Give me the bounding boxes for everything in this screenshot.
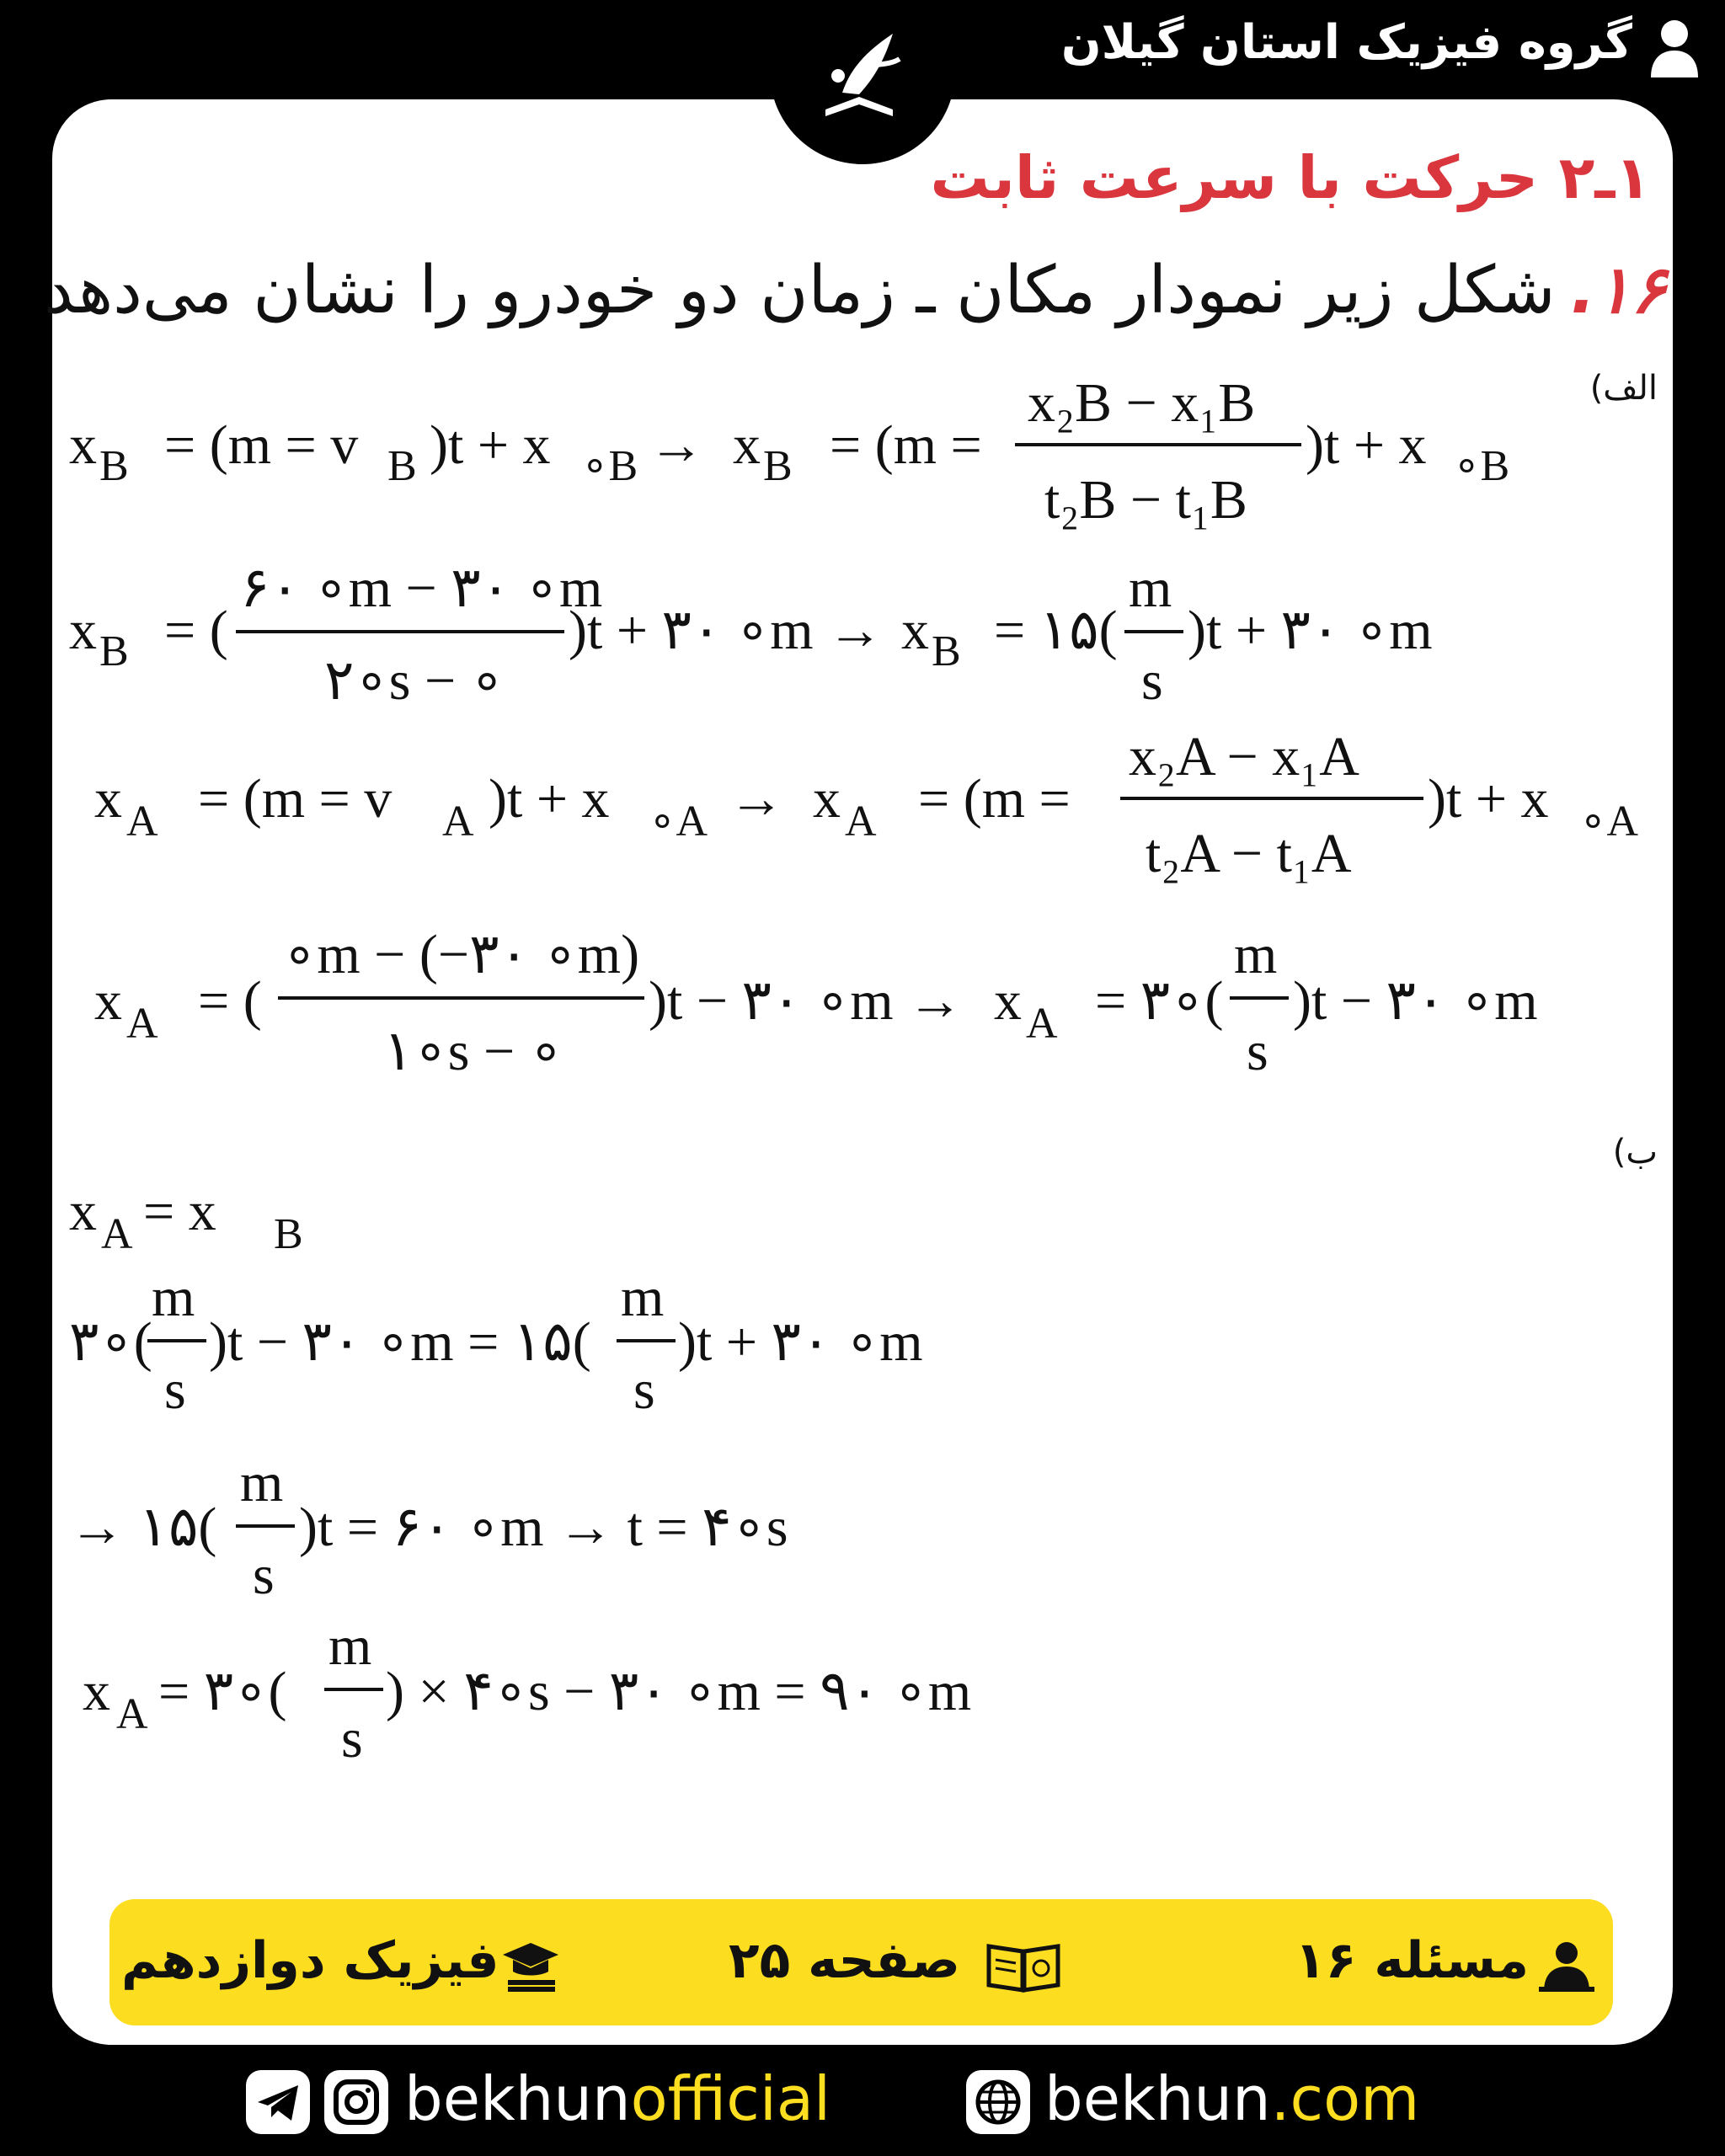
frac-num: x₂B − x₁B — [1028, 372, 1256, 434]
eq-text: = (m = v — [198, 768, 393, 830]
website-link[interactable] — [1044, 2063, 1419, 2139]
frac-den: s — [341, 1708, 363, 1769]
part-a-label: الف) — [1589, 369, 1658, 408]
eq-text: = (m = — [918, 768, 1071, 830]
eq-sub: ∘B — [1453, 442, 1510, 490]
problem-statement — [44, 253, 1666, 328]
site-prefix: bekhun — [1044, 2063, 1271, 2134]
handle-prefix: bekhun — [404, 2063, 631, 2134]
eq-text: = (m = v — [164, 414, 359, 476]
frac-den: ۲∘s − ∘ — [324, 650, 505, 712]
eq-sub: A — [845, 798, 877, 846]
eq-sub: ∘A — [1579, 798, 1639, 846]
eq-sub: ∘A — [649, 798, 708, 846]
eq-sub: B — [763, 442, 793, 490]
book-label: فیزیک دوازدهم — [121, 1931, 499, 1990]
eq-text: x — [69, 600, 97, 661]
eq-text: )t − ۳۰ ∘m → — [649, 970, 964, 1032]
frac-den: s — [253, 1545, 275, 1606]
eq-text: x — [94, 970, 122, 1032]
section-title: ۱ـ۲ حرکت با سرعت ثابت — [930, 143, 1651, 212]
problem-number: ۱۶. — [1570, 253, 1666, 328]
frac-num: m — [621, 1267, 665, 1328]
equation-b3 — [69, 1452, 788, 1606]
frac-den: ۱∘s − ∘ — [383, 1021, 563, 1082]
page-label: صفحه ۲۵ — [729, 1931, 960, 1990]
eq-text: )t + x — [1428, 768, 1549, 830]
part-a-equations — [0, 371, 1725, 1095]
eq-text: ) × ۴∘s − ۳۰ ∘m = ۹۰ ∘m — [386, 1661, 972, 1722]
frac-den: s — [1141, 650, 1163, 712]
eq-text: x — [94, 768, 122, 830]
eq-sub: A — [1026, 1000, 1058, 1048]
frac-den: s — [1247, 1021, 1268, 1082]
frac-den: t₂A − t₁A — [1146, 823, 1352, 884]
eq-text: ۳∘( — [69, 1311, 152, 1373]
eq-text: )t + ۳۰ ∘m — [1188, 600, 1433, 661]
frac-num: x₂A − x₁A — [1129, 726, 1359, 787]
bekhun-logo-icon — [809, 17, 918, 143]
user-icon — [1648, 19, 1701, 79]
group-title: گروه فیزیک استان گیلان — [1060, 15, 1632, 70]
frac-den: s — [633, 1359, 655, 1421]
eq-text: → ۱۵( — [69, 1497, 217, 1558]
eq-sub: B — [274, 1210, 303, 1258]
frac-num: ۶۰ ∘m − ۳۰ ∘m — [240, 558, 603, 619]
frac-num: m — [240, 1452, 284, 1513]
teacher-icon — [1537, 1940, 1596, 1993]
eq-text: x — [901, 600, 929, 661]
eq-text: )t + x — [1306, 414, 1427, 476]
eq-text: x — [83, 1661, 110, 1722]
part-b-equations — [0, 1154, 1725, 1794]
eq-text: )t + x — [489, 768, 610, 830]
problem-label: مسئله ۱۶ — [1295, 1931, 1529, 1990]
eq-sub: B — [387, 442, 417, 490]
eq-arrow: → — [649, 414, 704, 476]
eq-sub: A — [126, 798, 158, 846]
eq-text: = ۳∘( — [158, 1661, 287, 1722]
problem-text: شکل زیر نمودار مکان ـ زمان دو خودرو را نشان می‌دهد — [44, 253, 1556, 328]
eq-text: x — [733, 414, 761, 476]
frac-num: m — [152, 1267, 195, 1328]
equation-a1 — [69, 372, 1509, 531]
eq-text: x — [994, 970, 1022, 1032]
eq-text: x — [69, 1181, 97, 1242]
social-handle[interactable] — [404, 2063, 830, 2139]
equation-b4 — [83, 1615, 971, 1769]
frac-num: m — [328, 1615, 372, 1677]
eq-sub: A — [442, 798, 474, 846]
eq-sub: A — [116, 1690, 148, 1738]
graduation-cap-icon — [501, 1940, 560, 1993]
frac-den: t₂B − t₁B — [1044, 469, 1247, 531]
globe-icon[interactable] — [966, 2070, 1030, 2134]
eq-sub: B — [99, 627, 129, 675]
equation-a4 — [94, 924, 1538, 1082]
eq-sub: A — [126, 1000, 158, 1048]
info-panel — [109, 1899, 1613, 2025]
frac-num: ∘m − (−۳۰ ∘m) — [282, 924, 640, 985]
eq-text: )t − ۳۰ ∘m — [1293, 970, 1538, 1032]
eq-text: x — [813, 768, 841, 830]
eq-text: = ۱۵( — [994, 600, 1118, 661]
telegram-icon[interactable] — [246, 2070, 310, 2134]
eq-sub: ∘B — [581, 442, 638, 490]
eq-text: = ۳∘( — [1095, 970, 1224, 1032]
eq-text: = (m = — [830, 414, 982, 476]
eq-text: )t = ۶۰ ∘m → t = ۴∘s — [299, 1497, 788, 1558]
frac-den: s — [164, 1359, 186, 1421]
equation-b1 — [69, 1181, 303, 1258]
equation-a3 — [94, 726, 1639, 884]
eq-text: = x — [143, 1181, 216, 1242]
open-book-icon — [985, 1940, 1061, 1993]
equation-a2 — [69, 558, 1433, 712]
eq-sub: B — [932, 627, 961, 675]
eq-text: = ( — [164, 600, 228, 661]
frac-num: m — [1234, 924, 1278, 985]
eq-sub: B — [99, 442, 129, 490]
eq-text: )t + x — [430, 414, 551, 476]
part-b-label: ب) — [1612, 1133, 1658, 1171]
eq-text: )t − ۳۰ ∘m = ۱۵( — [209, 1311, 591, 1373]
equation-b2 — [69, 1267, 923, 1421]
eq-text: x — [69, 414, 97, 476]
eq-arrow: → — [729, 768, 784, 830]
instagram-icon[interactable] — [324, 2070, 388, 2134]
frac-num: m — [1129, 558, 1172, 619]
eq-text: )t + ۳۰ ∘m — [678, 1311, 923, 1373]
handle-accent: official — [630, 2063, 830, 2134]
site-accent: .com — [1270, 2063, 1420, 2134]
eq-text: = ( — [198, 970, 262, 1032]
eq-text: )t + ۳۰ ∘m → — [569, 600, 884, 661]
eq-sub: A — [101, 1210, 133, 1258]
